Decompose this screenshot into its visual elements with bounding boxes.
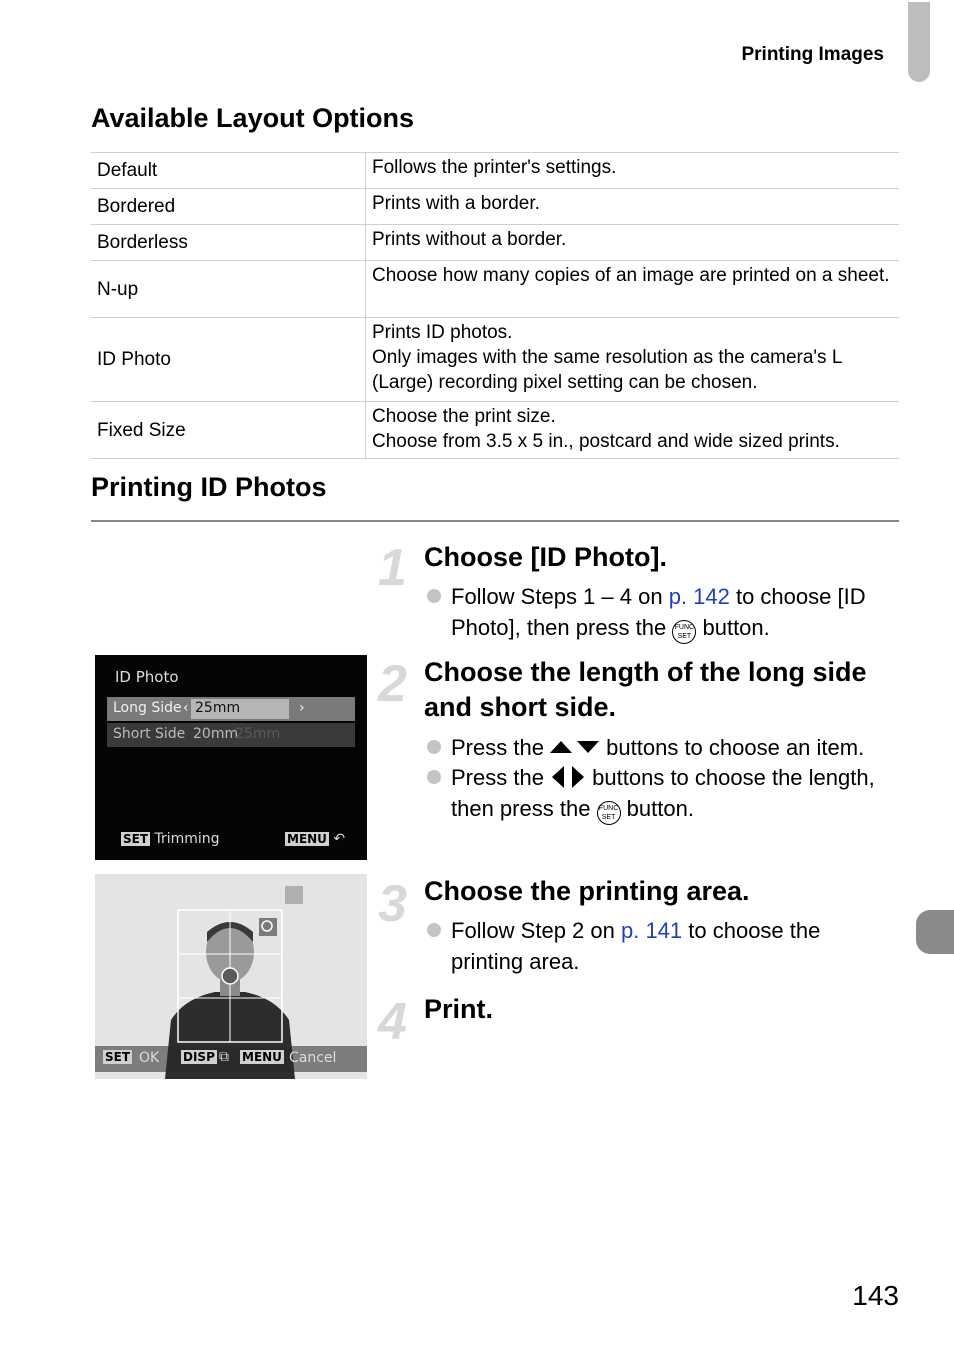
camera-screen-id-photo	[95, 655, 367, 860]
option-desc: Choose the print size.	[372, 406, 556, 427]
chapter-tab-marker	[916, 910, 954, 954]
bullet-dot	[427, 740, 441, 754]
step-bullet: Press the buttons to choose an item.	[451, 732, 911, 763]
set-key-icon: SET	[123, 832, 149, 846]
short-side-row	[107, 723, 355, 747]
menu-key-icon: MENU	[242, 1050, 282, 1064]
left-right-arrows-icon	[550, 766, 586, 788]
step-number: 4	[378, 993, 407, 1051]
table-row	[91, 189, 899, 225]
table-row	[91, 402, 899, 459]
step-title: Choose the length of the long side and short side.	[424, 657, 867, 722]
option-name: Default	[91, 153, 366, 189]
option-desc: Prints without a border.	[366, 225, 900, 261]
func-set-button-icon: FUNC SET	[597, 801, 621, 825]
chevron-right-icon: ›	[299, 700, 305, 716]
step-title: Choose [ID Photo].	[424, 542, 667, 572]
option-name: N-up	[91, 261, 366, 318]
option-desc: Prints ID photos.	[372, 322, 513, 343]
short-side-label: Short Side	[113, 726, 186, 742]
cancel-label: Cancel	[289, 1050, 337, 1066]
step-number: 2	[378, 655, 407, 713]
layout-options-heading: Available Layout Options	[91, 103, 415, 133]
option-desc: Follows the printer's settings.	[366, 153, 900, 189]
set-trimming	[121, 831, 220, 847]
step-number: 3	[378, 875, 407, 933]
step-number: 1	[378, 539, 407, 597]
return-arrow-icon: ↶	[333, 831, 346, 847]
screen-title: ID Photo	[115, 668, 179, 686]
set-key-icon: SET	[105, 1050, 131, 1064]
screen-footer	[95, 1046, 367, 1072]
trimming-label: Trimming	[154, 831, 220, 847]
bullet-dot	[427, 770, 441, 784]
option-desc: Choose from 3.5 x 5 in., postcard and wide sized prints.	[372, 431, 840, 452]
page-link[interactable]: p. 142	[668, 584, 730, 609]
short-side-ghost-value: 25mm	[235, 726, 281, 742]
disp-key-icon: DISP	[183, 1050, 215, 1064]
option-name: Bordered	[91, 189, 366, 225]
page-link[interactable]: p. 141	[620, 918, 683, 943]
id-photos-heading: Printing ID Photos	[91, 472, 327, 502]
func-set-button-icon: FUNC SET	[672, 620, 696, 644]
rotate-frame-icon: ⧉	[219, 1049, 229, 1065]
step-bullet: Press the buttons to choose the length, then press the FUNC SET button.	[451, 762, 891, 825]
step-bullet: Follow Step 2 on p. 141 to choose the printing area.	[451, 915, 871, 977]
option-name: Borderless	[91, 225, 366, 261]
page-number: 143	[852, 1280, 899, 1311]
short-side-value: 20mm	[193, 726, 239, 742]
chapter-tab-top	[908, 2, 930, 82]
table-row	[91, 225, 899, 261]
option-desc: Only images with the same resolution as the camera's L (Large) recording pixel setting can be chosen.	[372, 347, 842, 393]
long-side-value: 25mm	[195, 700, 241, 716]
option-desc: Prints with a border.	[366, 189, 900, 225]
option-desc: Choose how many copies of an image are printed on a sheet.	[366, 261, 900, 318]
table-row	[91, 318, 899, 402]
option-name: ID Photo	[91, 318, 366, 402]
table-row	[91, 261, 899, 318]
up-down-arrows-icon	[550, 739, 600, 755]
chevron-left-icon: ‹	[183, 700, 189, 716]
menu-back	[285, 831, 345, 847]
running-header: Printing Images	[741, 44, 884, 65]
option-name: Fixed Size	[91, 402, 366, 459]
step-title: Choose the printing area.	[424, 876, 750, 906]
camera-screen-printing-area	[95, 874, 367, 1079]
bullet-dot	[427, 589, 441, 603]
long-side-row	[107, 697, 355, 721]
long-side-label: Long Side	[113, 700, 182, 716]
table-row	[91, 153, 899, 189]
step-bullet: Follow Steps 1 – 4 on p. 142 to choose [ID Photo], then press the FUNC SET button.	[451, 581, 891, 644]
section-divider	[91, 520, 899, 522]
step-title: Print.	[424, 994, 494, 1024]
layout-options-table	[91, 152, 899, 459]
ok-label: OK	[139, 1050, 160, 1066]
bullet-dot	[427, 923, 441, 937]
menu-key-icon: MENU	[287, 832, 327, 846]
